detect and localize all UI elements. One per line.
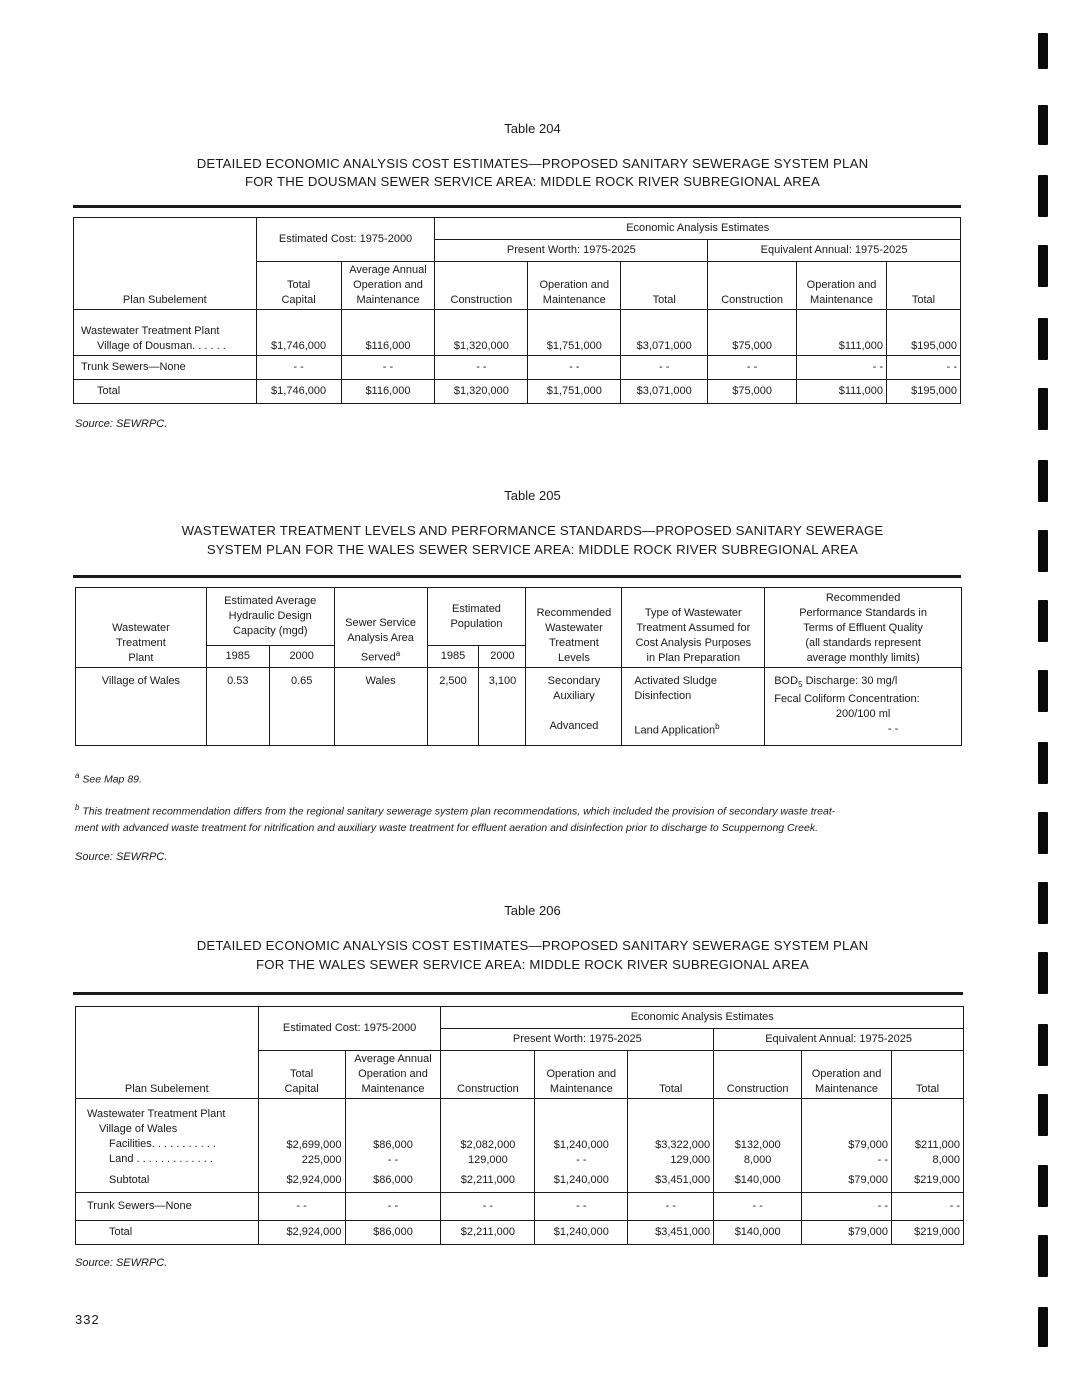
table-row	[76, 1193, 964, 1221]
cell: - -	[628, 1193, 714, 1221]
registration-mark	[1038, 1165, 1048, 1207]
cell: $1,320,000	[435, 380, 528, 404]
table-204-rule	[73, 205, 961, 208]
cell-pop-1985: 2,500	[427, 668, 479, 746]
cell: $132,000 8,000	[714, 1099, 802, 1169]
cell: $1,751,000	[528, 380, 621, 404]
cell: $2,211,000	[441, 1169, 535, 1193]
header-ea-total: Total	[892, 1051, 964, 1099]
header-economic-analysis: Economic Analysis Estimates	[441, 1007, 964, 1029]
cell: $3,071,000	[621, 380, 708, 404]
cell-performance: $BOD_5$ Discharge: 30 mg/l Fecal Coliform Concentration: 200/100 ml - -	[765, 668, 962, 746]
header-population-1985: 1985	[427, 646, 479, 668]
registration-mark	[1038, 600, 1048, 642]
table-206-title-line1: DETAILED ECONOMIC ANALYSIS COST ESTIMATES—PROPOSED SANITARY SEWERAGE SYSTEM PLAN	[196, 938, 869, 953]
cell: - -	[714, 1193, 802, 1221]
table-204-label: Table 204	[504, 121, 561, 136]
table-205-label: Table 205	[504, 488, 561, 503]
registration-mark	[1038, 245, 1048, 287]
cell: $1,240,000	[535, 1221, 628, 1245]
table-row	[76, 1221, 964, 1245]
table-206-label: Table 206	[504, 903, 561, 918]
header-plan-subelement: Plan Subelement	[76, 1007, 259, 1099]
cell: $219,000	[892, 1221, 964, 1245]
registration-mark	[1038, 670, 1048, 712]
cell: $75,000	[708, 380, 797, 404]
table-204-source: Source: SEWRPC.	[75, 418, 168, 430]
registration-mark	[1038, 1235, 1048, 1277]
table-row	[76, 668, 962, 746]
cell: $79,000 - -	[802, 1099, 892, 1169]
header-pw-total: Total	[628, 1051, 714, 1099]
table-205	[75, 587, 962, 746]
registration-marks	[1035, 0, 1055, 1380]
table-204-title-line1: DETAILED ECONOMIC ANALYSIS COST ESTIMATES—PROPOSED SANITARY SEWERAGE SYSTEM PLAN	[196, 156, 869, 171]
cell: - -	[887, 356, 961, 380]
header-ea-om: Operation and Maintenance	[797, 262, 887, 310]
table-206	[75, 1006, 964, 1245]
registration-mark	[1038, 33, 1048, 69]
page-number: 332	[75, 1312, 100, 1327]
header-pw-om: Operation and Maintenance	[535, 1051, 628, 1099]
header-population: Estimated Population	[427, 588, 526, 646]
table-row	[74, 356, 961, 380]
table-204-title-line2: FOR THE DOUSMAN SEWER SERVICE AREA: MIDDLE ROCK RIVER SUBREGIONAL AREA	[244, 174, 821, 189]
header-population-2000: 2000	[479, 646, 526, 668]
cell: - -	[258, 1193, 345, 1221]
cell: - -	[341, 356, 435, 380]
table-206-source: Source: SEWRPC.	[75, 1257, 168, 1269]
registration-mark	[1038, 388, 1048, 430]
table-205-rule	[73, 575, 961, 578]
cell-cap-2000: 0.65	[269, 668, 334, 746]
cell-plant: Village of Wales	[76, 668, 207, 746]
cell: $2,924,000	[258, 1169, 345, 1193]
cell: - -	[256, 356, 341, 380]
cell: $3,322,000 129,000	[628, 1099, 714, 1169]
header-service-area: Sewer Service Analysis Area Served$^a$	[334, 588, 427, 668]
table-206-title-line2: FOR THE WALES SEWER SERVICE AREA: MIDDLE ROCK RIVER SUBREGIONAL AREA	[256, 957, 809, 972]
cell: $1,320,000	[435, 310, 528, 356]
header-avg-annual-om: Average Annual Operation and Maintenance	[341, 262, 435, 310]
cell: - -	[621, 356, 708, 380]
cell: $1,746,000	[256, 310, 341, 356]
table-205-title-line2: SYSTEM PLAN FOR THE WALES SEWER SERVICE AREA: MIDDLE ROCK RIVER SUBREGIONAL AREA	[206, 542, 859, 557]
cell: $3,071,000	[621, 310, 708, 356]
cell: $140,000	[714, 1221, 802, 1245]
header-total-capital: Total Capital	[258, 1051, 345, 1099]
cell: $1,240,000	[535, 1169, 628, 1193]
header-ea-om: Operation and Maintenance	[802, 1051, 892, 1099]
cell: - -	[535, 1193, 628, 1221]
row-label: Total	[74, 380, 257, 404]
table-row	[76, 1169, 964, 1193]
cell: $111,000	[797, 310, 887, 356]
table-205-source: Source: SEWRPC.	[75, 851, 168, 863]
cell: $116,000	[341, 380, 435, 404]
cell: $1,746,000	[256, 380, 341, 404]
cell: - -	[802, 1193, 892, 1221]
registration-mark	[1038, 1094, 1048, 1136]
header-total-capital: Total Capital	[256, 262, 341, 310]
cell: - -	[528, 356, 621, 380]
header-pw-om: Operation and Maintenance	[528, 262, 621, 310]
cell: $79,000	[802, 1169, 892, 1193]
header-estimated-cost: Estimated Cost: 1975-2000	[256, 218, 435, 262]
table-206-rule	[73, 992, 963, 995]
header-ea-construction: Construction	[714, 1051, 802, 1099]
row-label: Total	[76, 1221, 259, 1245]
header-pw-construction: Construction	[435, 262, 528, 310]
cell: $86,000	[345, 1169, 441, 1193]
cell: - -	[708, 356, 797, 380]
cell: $2,699,000 225,000	[258, 1099, 345, 1169]
row-label: Wastewater Treatment Plant Village of Dousman. . . . . .	[74, 310, 257, 356]
cell-area: Wales	[334, 668, 427, 746]
registration-mark	[1038, 742, 1048, 784]
header-pw-construction: Construction	[441, 1051, 535, 1099]
cell-pop-2000: 3,100	[479, 668, 526, 746]
table-row	[74, 310, 961, 356]
header-present-worth: Present Worth: 1975-2025	[435, 240, 708, 262]
header-capacity: Estimated Average Hydraulic Design Capacity (mgd)	[206, 588, 334, 646]
header-pw-total: Total	[621, 262, 708, 310]
registration-mark	[1038, 1024, 1048, 1066]
cell: $86,000	[345, 1221, 441, 1245]
footnote-a: $^a$ See Map 89.	[75, 771, 142, 786]
cell: $211,000 8,000	[892, 1099, 964, 1169]
header-equivalent-annual: Equivalent Annual: 1975-2025	[714, 1029, 964, 1051]
cell-levels: Secondary Auxiliary Advanced	[526, 668, 622, 746]
cell-cap-1985: 0.53	[206, 668, 269, 746]
header-ea-construction: Construction	[708, 262, 797, 310]
header-present-worth: Present Worth: 1975-2025	[441, 1029, 714, 1051]
cell: $1,751,000	[528, 310, 621, 356]
header-treatment-levels: Recommended Wastewater Treatment Levels	[526, 588, 622, 668]
table-204	[73, 217, 961, 404]
cell: - -	[441, 1193, 535, 1221]
cell: $116,000	[341, 310, 435, 356]
header-plant: Wastewater Treatment Plant	[76, 588, 207, 668]
header-capacity-2000: 2000	[269, 646, 334, 668]
row-label: Subtotal	[76, 1169, 259, 1193]
cell: - -	[435, 356, 528, 380]
cell: $75,000	[708, 310, 797, 356]
cell: $140,000	[714, 1169, 802, 1193]
cell: $219,000	[892, 1169, 964, 1193]
cell: $2,082,000 129,000	[441, 1099, 535, 1169]
table-row	[76, 1099, 964, 1169]
row-label: Wastewater Treatment Plant Village of Wales Facilities. . . . . . . . . . . Land . . . . . . . . . . . . .	[76, 1099, 259, 1169]
cell-type: Activated Sludge Disinfection Land Application$^b$	[622, 668, 765, 746]
table-205-title-line1: WASTEWATER TREATMENT LEVELS AND PERFORMANCE STANDARDS—PROPOSED SANITARY SEWERAGE	[181, 523, 884, 538]
cell: $111,000	[797, 380, 887, 404]
header-estimated-cost: Estimated Cost: 1975-2000	[258, 1007, 441, 1051]
header-avg-annual-om: Average Annual Operation and Maintenance	[345, 1051, 441, 1099]
row-label: Trunk Sewers—None	[76, 1193, 259, 1221]
cell: $195,000	[887, 380, 961, 404]
registration-mark	[1038, 1307, 1048, 1347]
row-label: Trunk Sewers—None	[74, 356, 257, 380]
registration-mark	[1038, 318, 1048, 360]
header-treatment-type: Type of Wastewater Treatment Assumed for Cost Analysis Purposes in Plan Preparation	[622, 588, 765, 668]
cell: $195,000	[887, 310, 961, 356]
header-performance-standards: Recommended Performance Standards in Terms of Effluent Quality (all standards represent average monthly limits)	[765, 588, 962, 668]
header-plan-subelement: Plan Subelement	[74, 218, 257, 310]
cell: $3,451,000	[628, 1169, 714, 1193]
cell: - -	[345, 1193, 441, 1221]
cell: $2,924,000	[258, 1221, 345, 1245]
cell: $2,211,000	[441, 1221, 535, 1245]
footnote-b: $^b$ This treatment recommendation differs from the regional sanitary sewerage system plan recommendations, which included the provision of secondary waste treat- ment with advanced waste treatment for nitrification and auxiliary waste treatment for effluent aeration and disinfection prior to discharge to Scuppernong Creek.	[75, 803, 836, 834]
cell: $3,451,000	[628, 1221, 714, 1245]
cell: $86,000 - -	[345, 1099, 441, 1169]
cell: - -	[797, 356, 887, 380]
header-equivalent-annual: Equivalent Annual: 1975-2025	[708, 240, 961, 262]
header-economic-analysis: Economic Analysis Estimates	[435, 218, 961, 240]
cell: $1,240,000 - -	[535, 1099, 628, 1169]
header-ea-total: Total	[887, 262, 961, 310]
table-row	[74, 380, 961, 404]
header-capacity-1985: 1985	[206, 646, 269, 668]
cell: $79,000	[802, 1221, 892, 1245]
registration-mark	[1038, 812, 1048, 854]
cell: - -	[892, 1193, 964, 1221]
